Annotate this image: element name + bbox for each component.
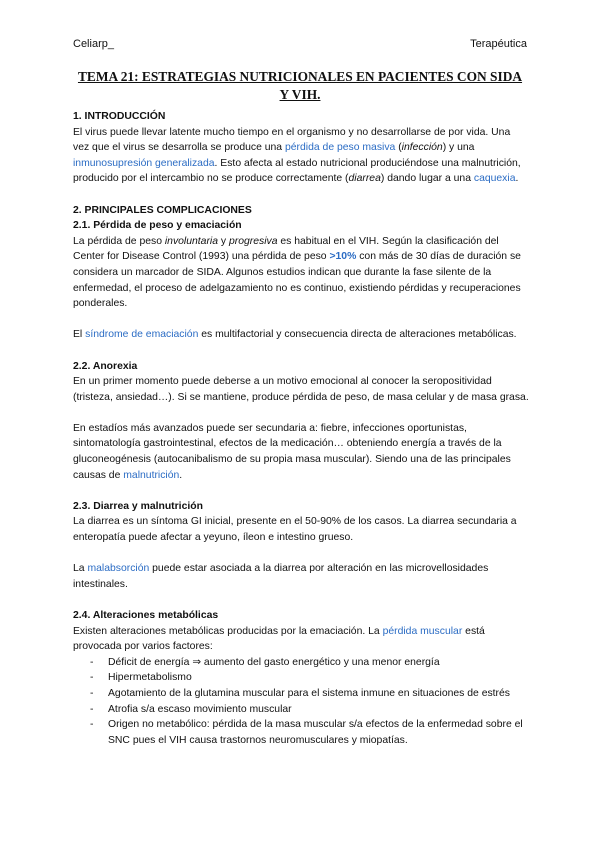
paragraph: En estadíos más avanzados puede ser secundaria a: fiebre, infecciones oportunistas, sintomatología gastrointestinal, efectos de la medicación… obteniendo energía a través de la gluconeogénesis (autocanibalismo de su propia masa muscular). Siendo una de las principales causas de malnutrición.: [73, 422, 511, 481]
highlight-term: caquexia: [473, 173, 516, 185]
paragraph: En un primer momento puede deberse a un motivo emocional al conocer la seropositividad (tristeza, ansiedad…). Si se mantiene, produce pérdida de peso, de masa celular y de masa grasa.: [73, 376, 529, 403]
subsection-heading: 2.1. Pérdida de peso y emaciación: [73, 220, 242, 232]
highlight-term: pérdida muscular: [382, 625, 463, 637]
subsection-heading: 2.3. Diarrea y malnutrición: [73, 500, 203, 512]
paragraph: El síndrome de emaciación es multifactorial y consecuencia directa de alteraciones metabólicas.: [73, 329, 517, 341]
subsection-heading: 2.4. Alteraciones metabólicas: [73, 610, 219, 621]
list-item: - Agotamiento de la glutamina muscular para el sistema inmune en situaciones de estrés: [73, 686, 529, 702]
document-body: [73, 109, 529, 748]
section-heading: 2. PRINCIPALES COMPLICACIONES: [73, 204, 252, 216]
page-title: TEMA 21: ESTRATEGIAS NUTRICIONALES EN PACIENTES CON SIDA Y VIH.: [77, 69, 523, 102]
factor-list: [73, 655, 529, 749]
list-item: - Hipermetabolismo: [73, 670, 529, 686]
highlight-term: inmunosupresión generalizada: [73, 157, 215, 169]
header-subject: Terapéutica: [470, 38, 527, 50]
subsection-heading: 2.2. Anorexia: [73, 360, 138, 372]
header-author: Celiarp_: [73, 38, 114, 50]
paragraph: La malabsorción puede estar asociada a la diarrea por alteración en las microvellosidades intestinales.: [73, 563, 489, 590]
list-item: - Origen no metabólico: pérdida de la masa muscular s/a efectos de la enfermedad sobre el SNC pues el VIH causa trastornos neuromusculares y miopatías.: [73, 717, 529, 748]
highlight-term: síndrome de emaciación: [85, 329, 199, 341]
highlight-term: malnutrición: [123, 469, 180, 481]
section-heading: 1. INTRODUCCIÓN: [73, 111, 166, 122]
highlight-term: malabsorción: [87, 563, 150, 575]
paragraph: Existen alteraciones metabólicas producidas por la emaciación. La pérdida muscular está provocada por varios factores:: [73, 625, 485, 653]
list-item: - Atrofia s/a escaso movimiento muscular: [73, 702, 529, 718]
paragraph: El virus puede llevar latente mucho tiempo en el organismo y no desarrollarse de por vida. Una vez que el virus se desarrolla se produce una pérdida de peso masiva (infección) y una inmunosupresión generalizada. Esto afecta al estado nutricional produciéndose una malnutrición, producido por el intercambio no se produce correctamente (diarrea) dando lugar a una caquexia.: [73, 126, 521, 185]
list-item: - Déficit de energía ⇒ aumento del gasto energético y una menor energía: [73, 655, 529, 671]
paragraph: La diarrea es un síntoma GI inicial, presente en el 50-90% de los casos. La diarrea secundaria a enteropatía puede afectar a yeyuno, íleon e intestino grueso.: [73, 516, 517, 544]
paragraph: La pérdida de peso involuntaria y progresiva es habitual en el VIH. Según la clasificación del Center for Disease Control (1993) una pérdida de peso >10% con más de 30 días de duración se considera un marcador de SIDA. Algunos estudios indican que durante la fase silente de la enfermedad, el proceso de adelgazamiento no es continuo, existiendo pérdidas y recuperaciones ponderales.: [73, 235, 521, 310]
highlight-value: >10%: [329, 251, 357, 263]
highlight-term: pérdida de peso masiva: [284, 142, 396, 154]
